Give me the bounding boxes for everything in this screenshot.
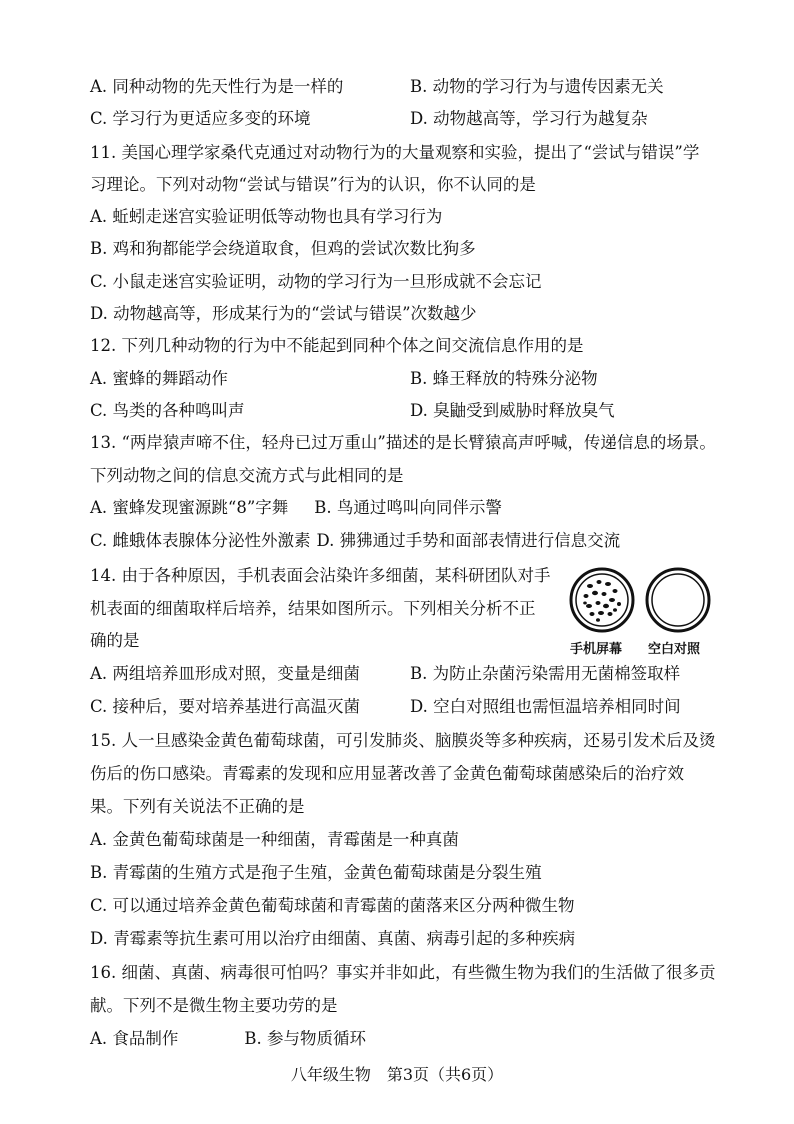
q16-options-ab <box>90 1028 366 1050</box>
q11-stem-line1: 11. 美国心理学家桑代克通过对动物行为的大量观察和实验，提出了“尝试与错误”学 <box>90 143 700 162</box>
q15-stem-line3: 果。下列有关说法不正确的是 <box>90 797 305 816</box>
q15-option-d: D. 青霉素等抗生素可用以治疗由细菌、真菌、病毒引起的多种疾病 <box>90 929 576 948</box>
q12-stem: 12. 下列几种动物的行为中不能起到同种个体之间交流信息作用的是 <box>90 336 584 355</box>
q10-option-c: C. 学习行为更适应多变的环境 <box>90 109 311 128</box>
q14-option-b: B. 为防止杂菌污染需用无菌棉签取样 <box>410 664 681 683</box>
q11-option-d: D. 动物越高等，形成某行为的“尝试与错误”次数越少 <box>90 304 477 323</box>
q11-stem-line2: 习理论。下列对动物“尝试与错误”行为的认识，你不认同的是 <box>90 175 536 194</box>
fig-label-blank-control: 空白对照 <box>648 642 701 657</box>
q16-option-a: A. 食品制作 <box>90 1029 179 1048</box>
q13-option-a: A. 蜜蜂发现蜜源跳“8”字舞 <box>90 498 289 517</box>
q15-option-b: B. 青霉菌的生殖方式是孢子生殖，金黄色葡萄球菌是分裂生殖 <box>90 863 542 882</box>
phone-screen-dish-icon <box>571 569 633 631</box>
q13-option-b: B. 鸟通过鸣叫向同伴示警 <box>314 498 502 517</box>
q14-stem-line3: 确的是 <box>90 631 140 650</box>
q15-stem-line1: 15. 人一旦感染金黄色葡萄球菌，可引发肺炎、脑膜炎等多种疾病，还易引发术后及烫 <box>90 731 716 750</box>
fig-label-phone-screen: 手机屏幕 <box>570 642 623 657</box>
q12-option-b: B. 蜂王释放的特殊分泌物 <box>410 369 598 388</box>
q10-option-b: B. 动物的学习行为与遗传因素无关 <box>410 77 664 96</box>
q15-stem-line2: 伤后的伤口感染。青霉素的发现和应用显著改善了金黄色葡萄球菌感染后的治疗效 <box>90 764 684 783</box>
q11-option-b: B. 鸡和狗都能学会绕道取食，但鸡的尝试次数比狗多 <box>90 239 476 258</box>
q13-options-cd <box>90 530 620 552</box>
q16-option-b: B. 参与物质循环 <box>244 1029 367 1048</box>
petri-dish-figure <box>568 566 716 656</box>
petri-dishes-drawing <box>568 566 716 636</box>
q12-option-a: A. 蜜蜂的舞蹈动作 <box>90 369 228 388</box>
q13-option-c: C. 雌蛾体表腺体分泌性外激素 <box>90 531 311 550</box>
q14-stem-line1: 14. 由于各种原因，手机表面会沾染许多细菌，某科研团队对手 <box>90 566 551 585</box>
q14-option-c: C. 接种后，要对培养基进行高温灭菌 <box>90 697 361 716</box>
q15-option-c: C. 可以通过培养金黄色葡萄球菌和青霉菌的菌落来区分两种微生物 <box>90 896 575 915</box>
q13-stem-line1: 13. “两岸猿声啼不住，轻舟已过万重山”描述的是长臂猿高声呼喊，传递信息的场景。 <box>90 433 716 452</box>
q11-option-c: C. 小鼠走迷宫实验证明，动物的学习行为一旦形成就不会忘记 <box>90 272 542 291</box>
blank-control-dish-icon <box>647 569 709 631</box>
q12-option-c: C. 鸟类的各种鸣叫声 <box>90 401 245 420</box>
q13-option-d: D. 狒狒通过手势和面部表情进行信息交流 <box>316 531 621 550</box>
q13-options-ab <box>90 497 502 519</box>
q15-option-a: A. 金黄色葡萄球菌是一种细菌，青霉菌是一种真菌 <box>90 830 459 849</box>
page-footer: 八年级生物 第3页（共6页） <box>290 1065 504 1084</box>
q16-stem-line1: 16. 细菌、真菌、病毒很可怕吗？事实并非如此，有些微生物为我们的生活做了很多贡 <box>90 963 716 982</box>
q10-option-a: A. 同种动物的先天性行为是一样的 <box>90 77 344 96</box>
q11-option-a: A. 蚯蚓走迷宫实验证明低等动物也具有学习行为 <box>90 207 443 226</box>
q14-option-d: D. 空白对照组也需恒温培养相同时间 <box>410 697 681 716</box>
q10-option-d: D. 动物越高等，学习行为越复杂 <box>410 109 648 128</box>
q13-stem-line2: 下列动物之间的信息交流方式与此相同的是 <box>90 466 404 485</box>
q16-stem-line2: 献。下列不是微生物主要功劳的是 <box>90 996 338 1015</box>
q12-option-d: D. 臭鼬受到威胁时释放臭气 <box>410 401 615 420</box>
q14-option-a: A. 两组培养皿形成对照，变量是细菌 <box>90 664 360 683</box>
q14-stem-line2: 机表面的细菌取样后培养，结果如图所示。下列相关分析不正 <box>90 599 536 618</box>
